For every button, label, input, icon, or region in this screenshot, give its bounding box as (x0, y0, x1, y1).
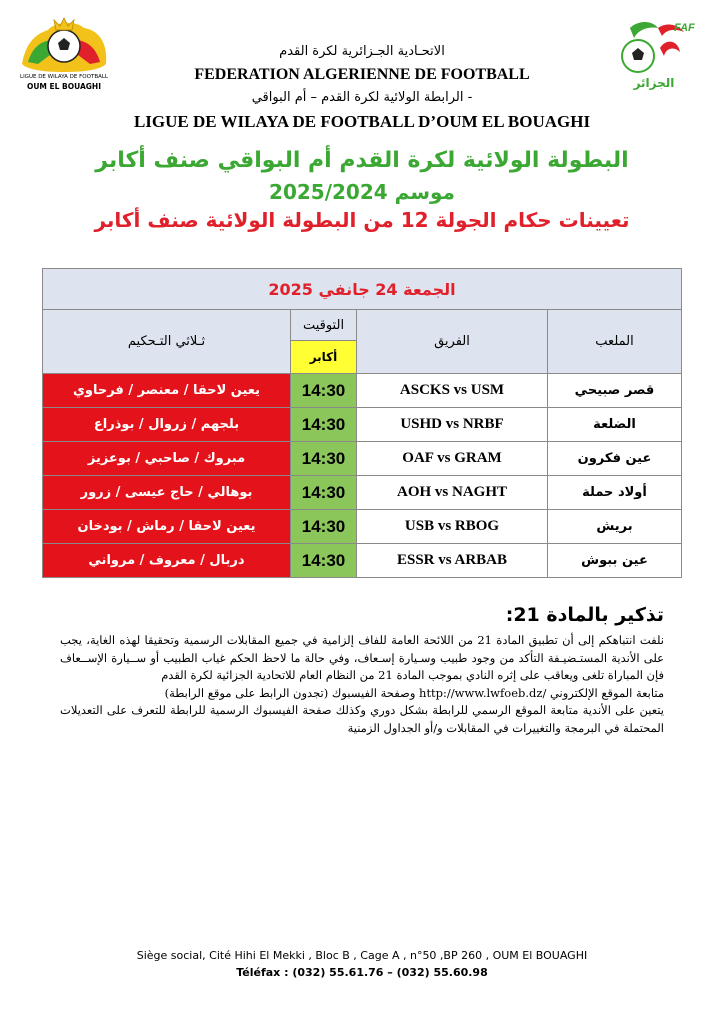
match-date: الجمعة 24 جانفي 2025 (43, 269, 682, 310)
stadium-cell: الضلعة (548, 408, 682, 442)
league-logo (14, 12, 114, 100)
referee-schedule-table (42, 268, 682, 578)
referees-cell: مبروك / صاحبي / بوعزيز (43, 442, 291, 476)
league-logo-text-1: LIGUE DE WILAYA DE FOOTBALL (20, 74, 108, 80)
referees-cell: بلجهم / زروال / بوذراع (43, 408, 291, 442)
table-row (43, 510, 682, 544)
reminder-body (60, 632, 664, 737)
referees-cell: يعين لاحقا / معنصر / فرحاوي (43, 374, 291, 408)
league-name-ar: الرابطة الولائية لكرة القدم – أم البواقي - (251, 90, 473, 105)
table-row (43, 374, 682, 408)
table-row (43, 442, 682, 476)
match-cell: OAF vs GRAM (357, 442, 548, 476)
faf-logo-mark: FAF (674, 22, 695, 34)
championship-title: البطولة الولائية لكرة القدم أم البواقي صنف أكابر (95, 148, 629, 173)
referees-cell: دربال / معروف / مرواني (43, 544, 291, 578)
assignments-title: تعيينات حكام الجولة 12 من البطولة الولائية صنف أكابر (94, 208, 630, 232)
col-header-stadium: الملعب (548, 310, 682, 374)
faf-logo-text: الجزائر (633, 76, 675, 90)
table-row (43, 544, 682, 578)
stadium-cell: أولاد حملة (548, 476, 682, 510)
match-cell: ESSR vs ARBAB (357, 544, 548, 578)
reminder-paragraph-3: يتعين على الأندية متابعة الموقع الرسمي للرابطة بشكل دوري وكذلك صفحة الفيسبوك الرسمية للرابطة للتعرف على التعديلات المحتملة في البرمجة والتغييرات في المقابلات و/أو الجداول الزمنية (60, 703, 664, 735)
col-header-category: أكابر (291, 341, 357, 374)
time-cell: 14:30 (291, 544, 357, 578)
stadium-cell: قصر صبيحي (548, 374, 682, 408)
table-row (43, 408, 682, 442)
match-cell: USB vs RBOG (357, 510, 548, 544)
reminder-paragraph-1: نلفت انتباهكم إلى أن تطبيق المادة 21 من اللائحة العامة للفاف إلزامية في جميع المقابلات الرسمية وتحقيقا لهذه الغاية، يجب على الأندية المستـضيـفة التأكد من وجود طبيب وسـيارة إسـعاف، وفي حالة ما لاحظ الحكم غياب الطبيب أو ســيارة الإســعاف فإن المباراة تلغى ويعاقب على إثره النادي بموجب المادة 21 من النظام العام للاتحادية الجزائية لكرة القدم (60, 633, 664, 682)
match-cell: ASCKS vs USM (357, 374, 548, 408)
time-cell: 14:30 (291, 408, 357, 442)
league-name-fr: LIGUE DE WILAYA DE FOOTBALL D’OUM EL BOUAGHI (133, 112, 591, 131)
time-cell: 14:30 (291, 510, 357, 544)
season-title: موسم 2025/2024 (269, 180, 455, 204)
league-logo-text-2: OUM EL BOUAGHI (26, 82, 102, 91)
reminder-title: تذكير بالمادة 21: (505, 604, 664, 626)
footer-address: Siège social, Cité Hihi El Mekki , Bloc B , Cage A , n°50 ,BP 260 , OUM El BOUAGHI (136, 949, 588, 962)
col-header-time: التوقيت (291, 310, 357, 341)
col-header-referees: ثـلاثي التـحكيم (43, 310, 291, 374)
table-row (43, 476, 682, 510)
stadium-cell: بريش (548, 510, 682, 544)
federation-name-fr: FEDERATION ALGERIENNE DE FOOTBALL (194, 66, 530, 83)
time-cell: 14:30 (291, 374, 357, 408)
time-cell: 14:30 (291, 442, 357, 476)
match-cell: USHD vs NRBF (357, 408, 548, 442)
footer-phone: Téléfax : (032) 55.61.76 – (032) 55.60.98 (236, 966, 488, 979)
stadium-cell: عين ببوش (548, 544, 682, 578)
federation-name-ar: الاتحـادية الجـزائرية لكرة القدم (279, 44, 445, 59)
col-header-team: الفريق (357, 310, 548, 374)
referees-cell: يعين لاحقا / رماش / بودخان (43, 510, 291, 544)
faf-logo (608, 18, 708, 98)
reminder-paragraph-2: متابعة الموقع الإلكتروني /http://www.lwfoeb.dz وصفحة الفيسبوك (تجدون الرابط على موقع الرابطة) (164, 685, 664, 700)
referees-cell: بوهالي / حاج عيسى / زرور (43, 476, 291, 510)
stadium-cell: عين فكرون (548, 442, 682, 476)
match-cell: AOH vs NAGHT (357, 476, 548, 510)
time-cell: 14:30 (291, 476, 357, 510)
